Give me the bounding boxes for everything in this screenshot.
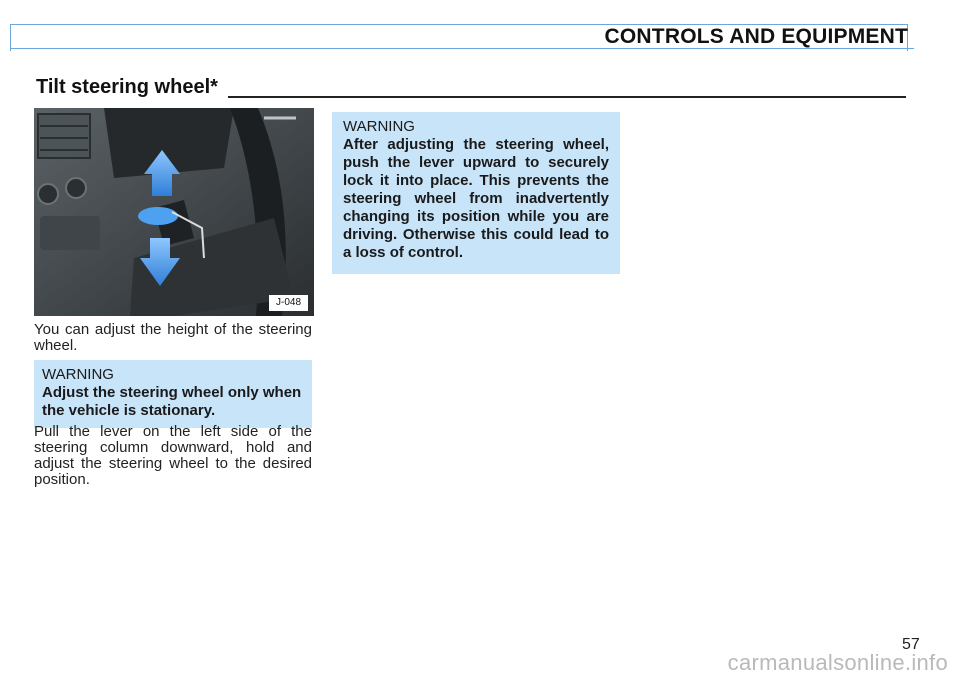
instructions-text: Pull the lever on the left side of the steering column downward, hold and adjust the steering wheel to the desired position. [34,423,312,488]
watermark: carmanualsonline.info [727,650,948,675]
page-number: 57 [902,636,920,653]
warning-text: Adjust the steering wheel only when the vehicle is stationary. [42,384,302,419]
page-heading: Tilt steering wheel* [36,76,218,98]
warning-label: WARNING [42,366,114,383]
figure-code: J-048 [269,295,308,311]
intro-text: You can adjust the height of the steering wheel. [34,321,312,354]
steering-lever-photo [34,108,314,316]
warning-text: After adjusting the steering wheel, push the lever upward to securely lock it into place. This prevents the steering wheel from inadvertently changing its position while you are driving. Otherwise this could lead to a loss of control. [343,136,609,261]
warning-box-stationary [34,360,312,428]
steering-column-illustration [34,108,314,316]
warning-box-lock-lever [332,112,620,274]
section-title: CONTROLS AND EQUIPMENT [604,25,908,48]
warning-label: WARNING [343,118,415,135]
heading-rule [228,96,906,98]
